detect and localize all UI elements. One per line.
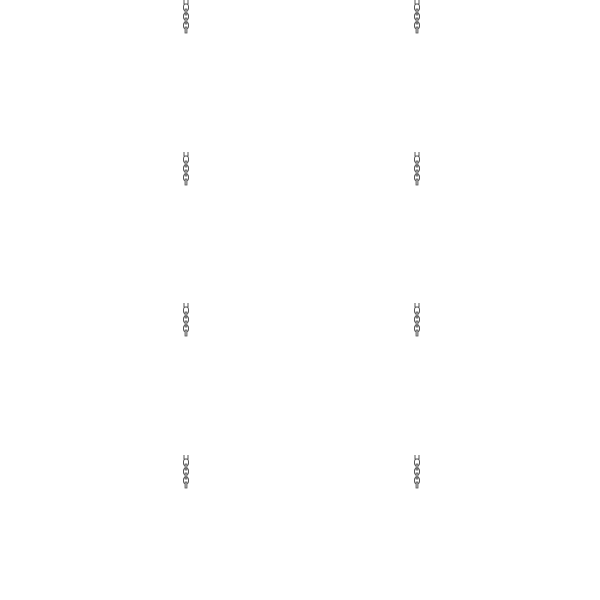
chain-link-icon <box>181 0 191 34</box>
chain-link-icon <box>181 455 191 489</box>
chain-link-icon <box>412 303 422 337</box>
chain-link-icon <box>412 455 422 489</box>
chain-link-icon <box>181 152 191 186</box>
chain-link-icon <box>412 0 422 34</box>
chain-link-icon <box>181 303 191 337</box>
chain-link-icon <box>412 152 422 186</box>
